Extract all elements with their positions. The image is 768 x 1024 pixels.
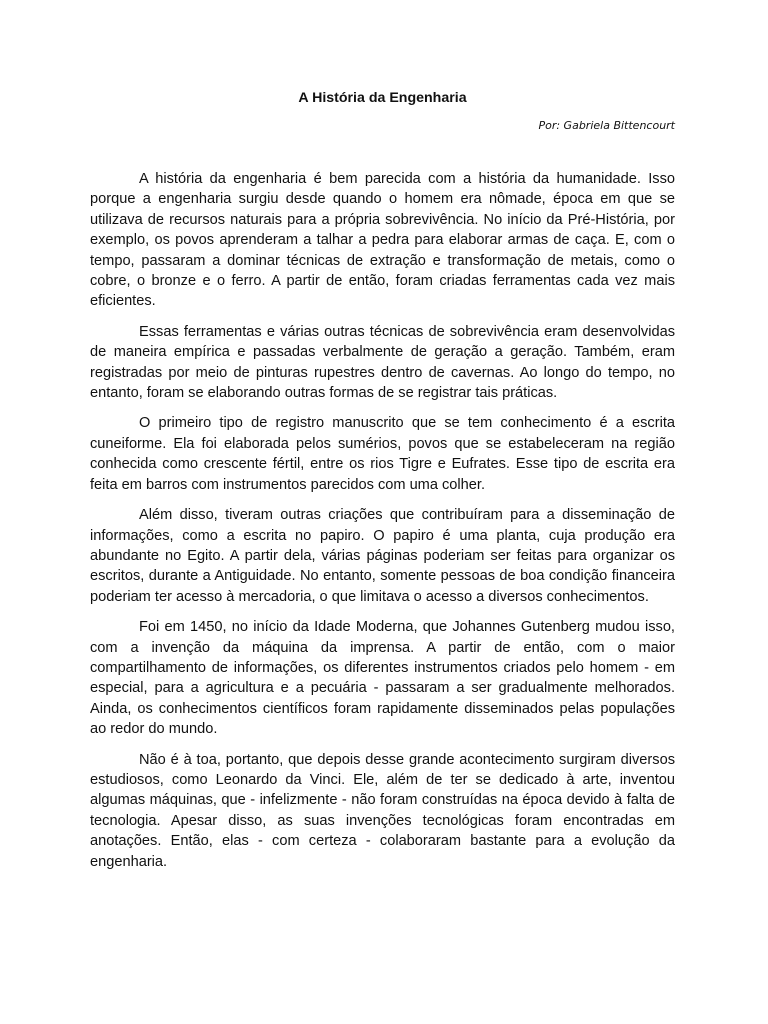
document-title: A História da Engenharia: [298, 90, 467, 106]
document-author: Por: Gabriela Bittencourt: [538, 119, 675, 132]
document-body: [90, 169, 675, 882]
paragraph: Foi em 1450, no início da Idade Moderna, que Johannes Gutenberg mudou isso, com a invenção da máquina da imprensa. A partir de então, com o maior compartilhamento de informações, os diferentes instrumentos criados pelo homem - em especial, para a agricultura e a pecuária - passaram a ser gradualmente melhorados. Ainda, os conhecimentos científicos foram rapidamente disseminados pelas populações ao redor do mundo.: [90, 619, 675, 738]
paragraph: Não é à toa, portanto, que depois desse grande acontecimento surgiram diversos estudiosos, como Leonardo da Vinci. Ele, além de ter se dedicado à arte, inventou algumas máquinas, que - infelizmente - não foram construídas na época devido à falta de tecnologia. Apesar disso, as suas invenções tecnológicas foram encontradas em anotações. Então, elas - com certeza - colaboraram bastante para a evolução da engenharia.: [90, 751, 675, 870]
document-page: [90, 0, 675, 1024]
paragraph: A história da engenharia é bem parecida com a história da humanidade. Isso porque a engenharia surgiu desde quando o homem era nômade, época em que se utilizava de recursos naturais para a própria sobrevivência. No início da Pré-História, por exemplo, os povos aprenderam a talhar a pedra para elaborar armas de caça. E, com o tempo, passaram a dominar técnicas de extração e transformação de metais, como o cobre, o bronze e o ferro. A partir de então, foram criadas ferramentas cada vez mais eficientes.: [90, 171, 675, 310]
paragraph: O primeiro tipo de registro manuscrito que se tem conhecimento é a escrita cuneiforme. Ela foi elaborada pelos sumérios, povos que se estabeleceram na região conhecida como crescente fértil, entre os rios Tigre e Eufrates. Esse tipo de escrita era feita em barros com instrumentos parecidos com uma colher.: [90, 415, 675, 493]
paragraph: Além disso, tiveram outras criações que contribuíram para a disseminação de informações, como a escrita no papiro. O papiro é uma planta, cuja produção era abundante no Egito. A partir dela, várias páginas poderiam ser feitas para organizar os escritos, durante a Antiguidade. No entanto, somente pessoas de boa condição financeira poderiam ter acesso à mercadoria, o que limitava o acesso a diversos conhecimentos.: [90, 507, 675, 605]
paragraph: Essas ferramentas e várias outras técnicas de sobrevivência eram desenvolvidas de maneira empírica e passadas verbalmente de geração a geração. Também, eram registradas por meio de pinturas rupestres dentro de cavernas. Ao longo do tempo, no entanto, foram se elaborando outras formas de se registrar tais práticas.: [90, 323, 675, 402]
